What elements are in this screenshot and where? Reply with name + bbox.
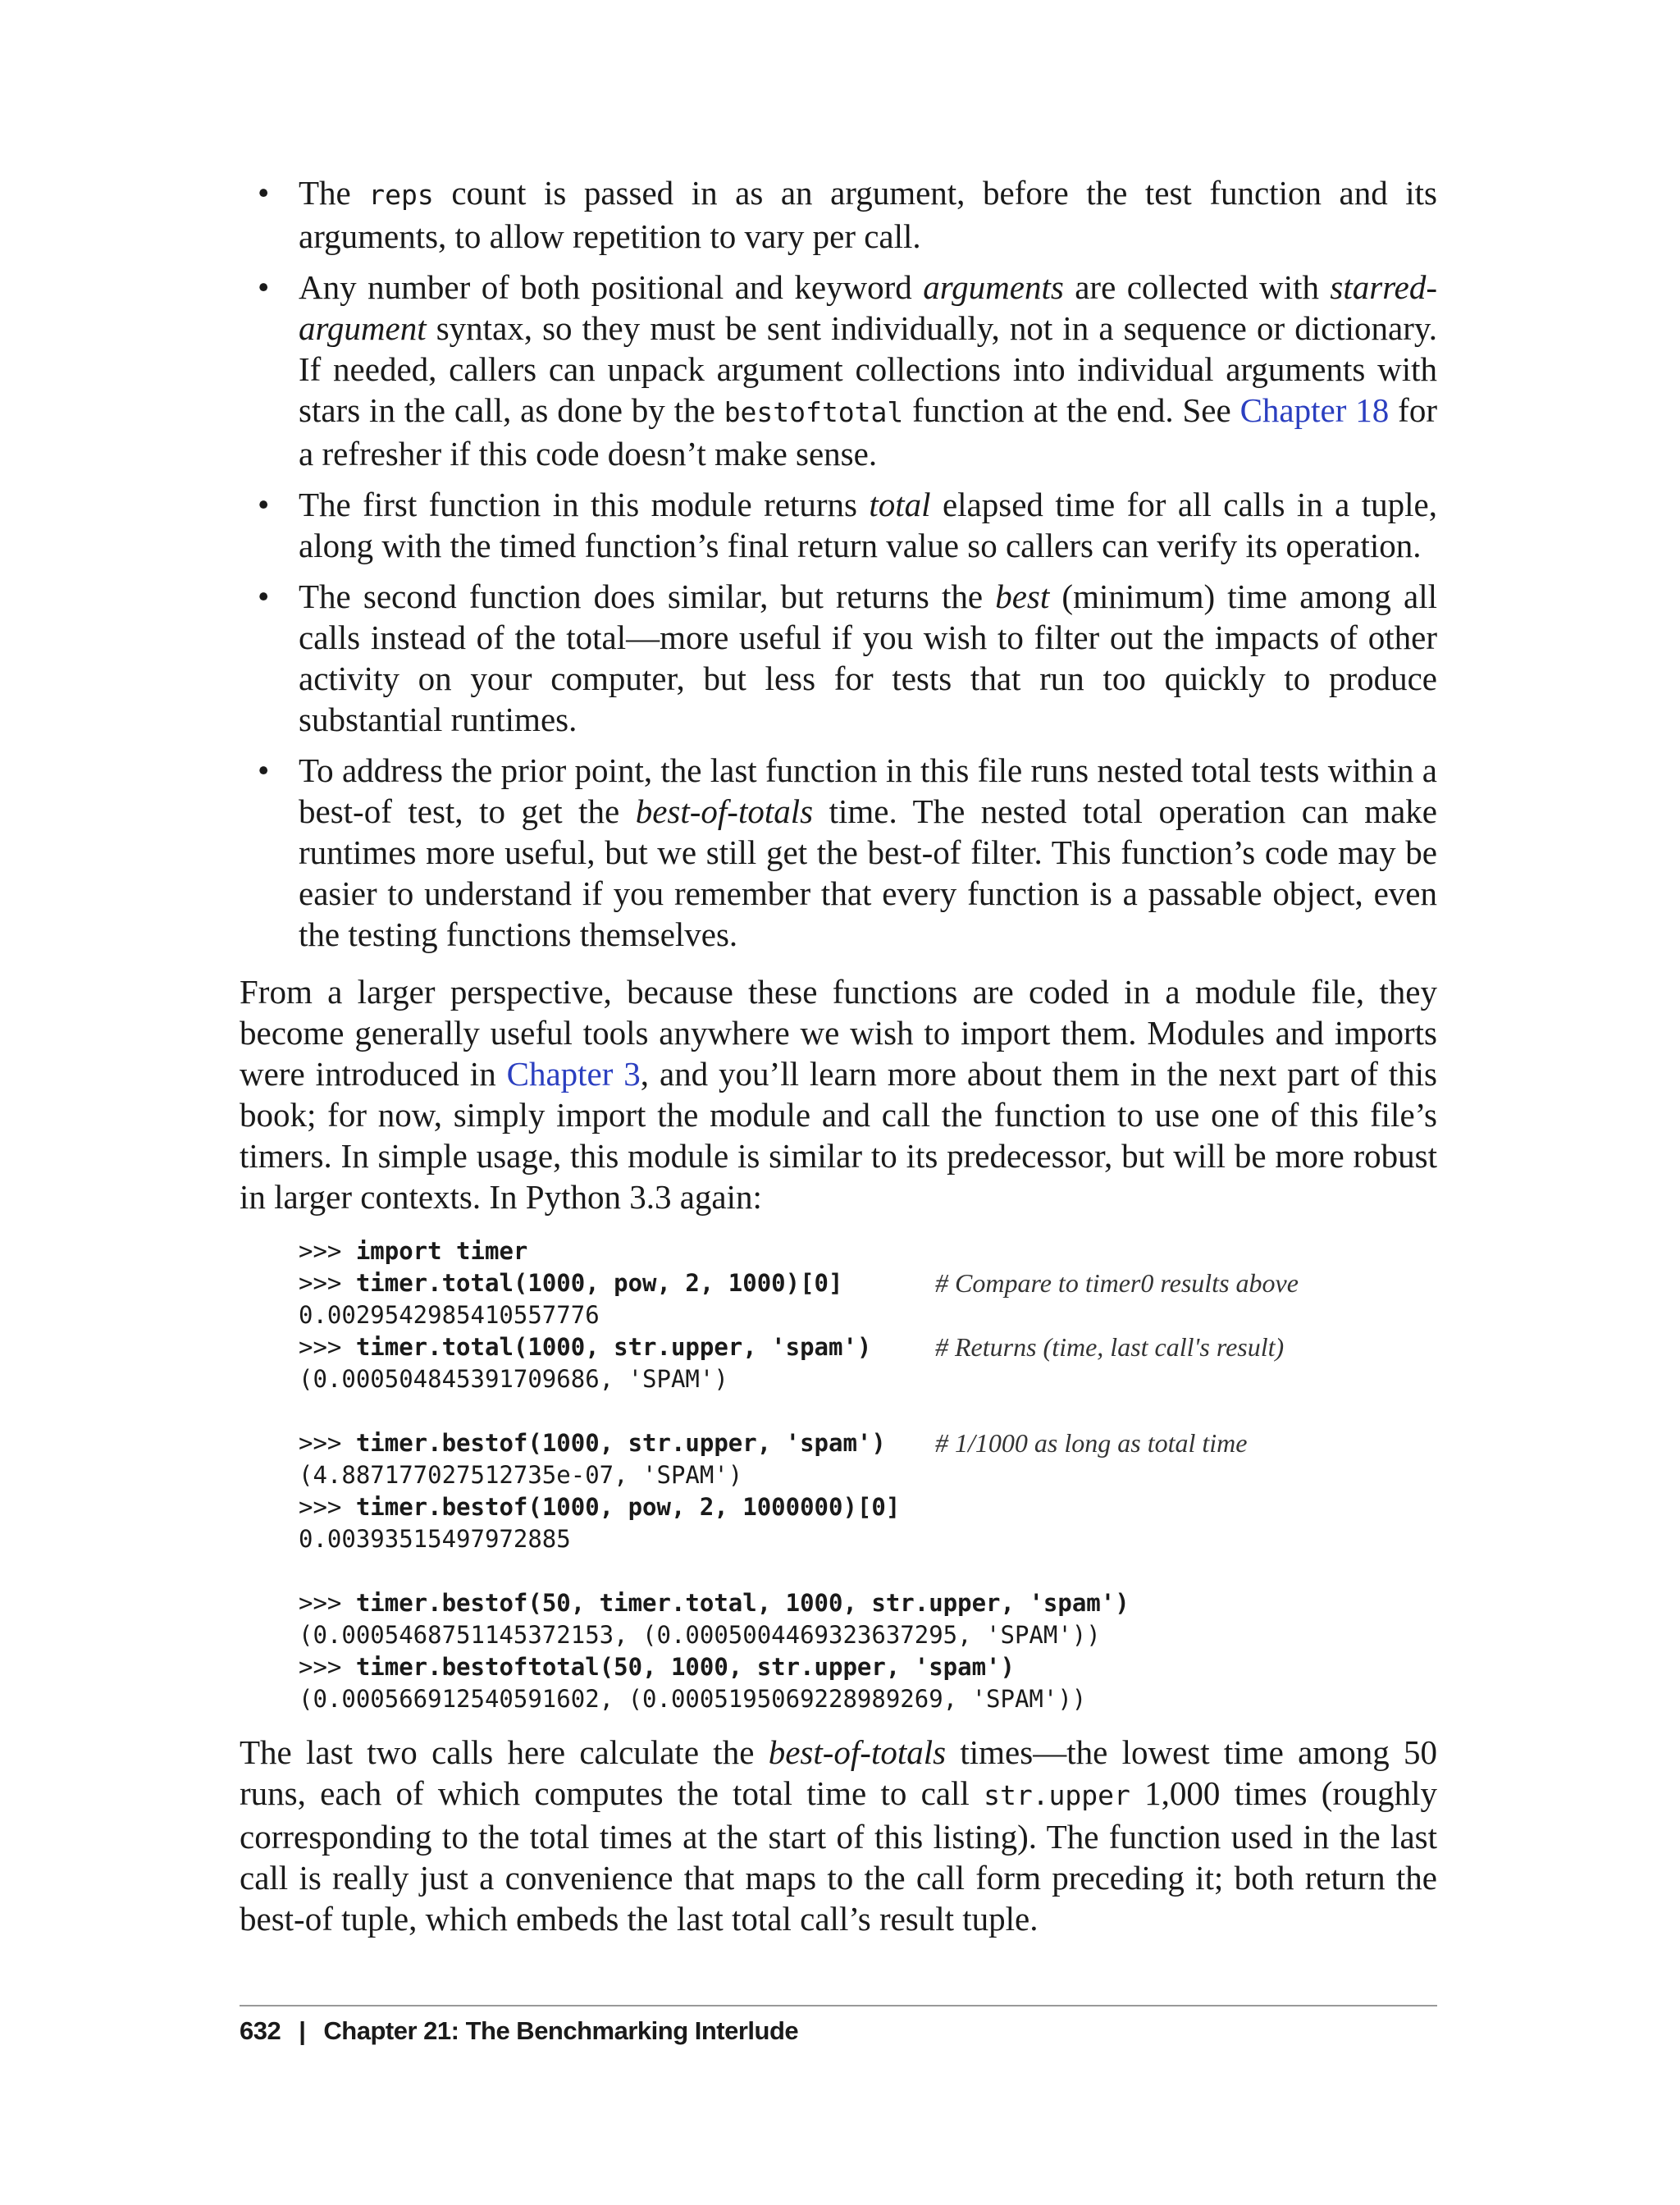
- text-run: The second function does similar, but returns the: [299, 578, 996, 615]
- text-run: elapsed time for all calls in a tuple, along with the timed function’s final return value so callers can verify its operation.: [299, 486, 1437, 564]
- code-line: [299, 1587, 1437, 1619]
- chapter-link[interactable]: Chapter 18: [1239, 391, 1390, 429]
- text-run: 1,000 times (roughly corresponding to the total times at the start of this listing). The function used in the last call is really just a convenience that maps to the call form preceding it; both return the best-of tuple, which embeds the last total call’s result tuple.: [240, 1774, 1437, 1938]
- code-output: 0.0029542985410557776: [299, 1301, 600, 1329]
- emphasis-text: total: [869, 486, 931, 523]
- code-output: (0.0005468751145372153, (0.0005004469323637295, 'SPAM')): [299, 1621, 1101, 1649]
- text-run: are collected with: [1063, 268, 1331, 306]
- footer-rule: [240, 2005, 1437, 2006]
- code-prompt: >>>: [299, 1269, 356, 1297]
- text-run: times—the lowest time among 50 runs, each of which computes the total time to call: [240, 1733, 1437, 1812]
- code-line: [299, 1267, 1437, 1299]
- code-line: [299, 1363, 1437, 1395]
- code-line: [299, 1491, 1437, 1523]
- text-run: syntax, so they must be sent individually, not in a sequence or dictionary. If needed, callers can unpack argument collections into individual arguments with stars in the call, as done by the: [299, 309, 1437, 429]
- bullet-item: [240, 267, 1437, 474]
- code-command: timer.total(1000, pow, 2, 1000)[0]: [355, 1269, 843, 1297]
- text-run: function at the end. See: [903, 391, 1240, 429]
- code-output: (4.887177027512735e-07, 'SPAM'): [299, 1461, 743, 1489]
- text-run: To address the prior point, the last function in this file runs nested total tests within a best-of test, to get the: [299, 751, 1437, 830]
- inline-code: bestoftotal: [724, 396, 904, 428]
- code-line: [299, 1299, 1437, 1331]
- code-line: [299, 1651, 1437, 1683]
- code-command: timer.bestof(1000, str.upper, 'spam'): [355, 1429, 886, 1457]
- emphasis-text: best-of-totals: [635, 792, 814, 830]
- code-line: [299, 1331, 1437, 1363]
- code-line: [299, 1523, 1437, 1555]
- chapter-link[interactable]: Chapter 3: [506, 1055, 641, 1093]
- emphasis-text: arguments: [923, 268, 1064, 306]
- emphasis-text: starred-argument: [299, 268, 1437, 347]
- bullet-item: [240, 484, 1437, 566]
- footer-separator: |: [299, 2016, 306, 2045]
- bullet-item: [240, 172, 1437, 257]
- text-run: (minimum) time among all calls instead of the total—more useful if you wish to filter out the impacts of other activity on your computer, but less for tests that run too quickly to produce substantial runtimes.: [299, 578, 1437, 738]
- code-command: timer.total(1000, str.upper, 'spam'): [355, 1333, 872, 1361]
- bullet-icon: •: [258, 174, 270, 212]
- text-run: The last two calls here calculate the: [240, 1733, 769, 1771]
- code-line: [299, 1427, 1437, 1459]
- code-output: (0.000566912540591602, (0.0005195069228989269, 'SPAM')): [299, 1685, 1087, 1713]
- paragraph-conclusion: [240, 1732, 1437, 1939]
- code-command: timer.bestof(1000, pow, 2, 1000000)[0]: [355, 1493, 901, 1521]
- inline-code: str.upper: [984, 1779, 1130, 1811]
- text-run: Any number of both positional and keyword: [299, 268, 924, 306]
- bullet-icon: •: [258, 486, 270, 523]
- text-run: for a refresher if this code doesn’t make sense.: [299, 391, 1437, 472]
- code-prompt: >>>: [299, 1493, 356, 1521]
- bullet-icon: •: [258, 751, 270, 789]
- code-comment: # 1/1000 as long as total time: [935, 1428, 1248, 1458]
- code-output: (0.000504845391709686, 'SPAM'): [299, 1365, 728, 1393]
- code-command: timer.bestof(50, timer.total, 1000, str.upper, 'spam'): [355, 1589, 1130, 1617]
- text-run: The: [299, 174, 369, 212]
- inline-code: reps: [368, 179, 434, 211]
- bullet-icon: •: [258, 268, 270, 306]
- code-command: import timer: [355, 1237, 528, 1265]
- code-listing: [240, 1235, 1437, 1715]
- code-command: timer.bestoftotal(50, 1000, str.upper, 'spam'): [355, 1653, 1015, 1681]
- page-footer: [240, 2016, 798, 2046]
- text-run: , and you’ll learn more about them in the next part of this book; for now, simply import the module and call the function to use one of this file’s timers. In simple usage, this module is similar to its predecessor, but will be more robust in larger contexts. In Python 3.3 again:: [240, 1055, 1437, 1216]
- page-body: [240, 172, 1437, 1939]
- emphasis-text: best-of-totals: [768, 1733, 947, 1771]
- code-line: [299, 1459, 1437, 1491]
- bullet-list: [240, 172, 1437, 955]
- code-prompt: >>>: [299, 1333, 356, 1361]
- text-run: From a larger perspective, because these functions are coded in a module file, they become generally useful tools anywhere we wish to import them. Modules and imports were introduced in: [240, 973, 1437, 1093]
- code-prompt: >>>: [299, 1589, 356, 1617]
- code-prompt: >>>: [299, 1653, 356, 1681]
- code-prompt: >>>: [299, 1237, 356, 1265]
- bullet-icon: •: [258, 578, 270, 615]
- paragraph-intro: [240, 971, 1437, 1217]
- code-line: [299, 1395, 1437, 1427]
- code-line: [299, 1235, 1437, 1267]
- page-number: 632: [240, 2016, 281, 2045]
- text-run: count is passed in as an argument, before the test function and its arguments, to allow repetition to vary per call.: [299, 174, 1437, 255]
- emphasis-text: best: [995, 578, 1050, 615]
- text-run: time. The nested total operation can make runtimes more useful, but we still get the best-of filter. This function’s code may be easier to understand if you remember that every function is a passable object, even the testing functions themselves.: [299, 792, 1437, 953]
- bullet-item: [240, 750, 1437, 955]
- chapter-title: Chapter 21: The Benchmarking Interlude: [323, 2016, 799, 2045]
- code-prompt: >>>: [299, 1429, 356, 1457]
- code-line: [299, 1555, 1437, 1587]
- code-output: 0.00393515497972885: [299, 1525, 571, 1553]
- code-line: [299, 1683, 1437, 1715]
- code-comment: # Returns (time, last call's result): [935, 1332, 1285, 1362]
- code-line: [299, 1619, 1437, 1651]
- bullet-item: [240, 576, 1437, 740]
- code-comment: # Compare to timer0 results above: [935, 1268, 1299, 1298]
- text-run: The first function in this module returns: [299, 486, 870, 523]
